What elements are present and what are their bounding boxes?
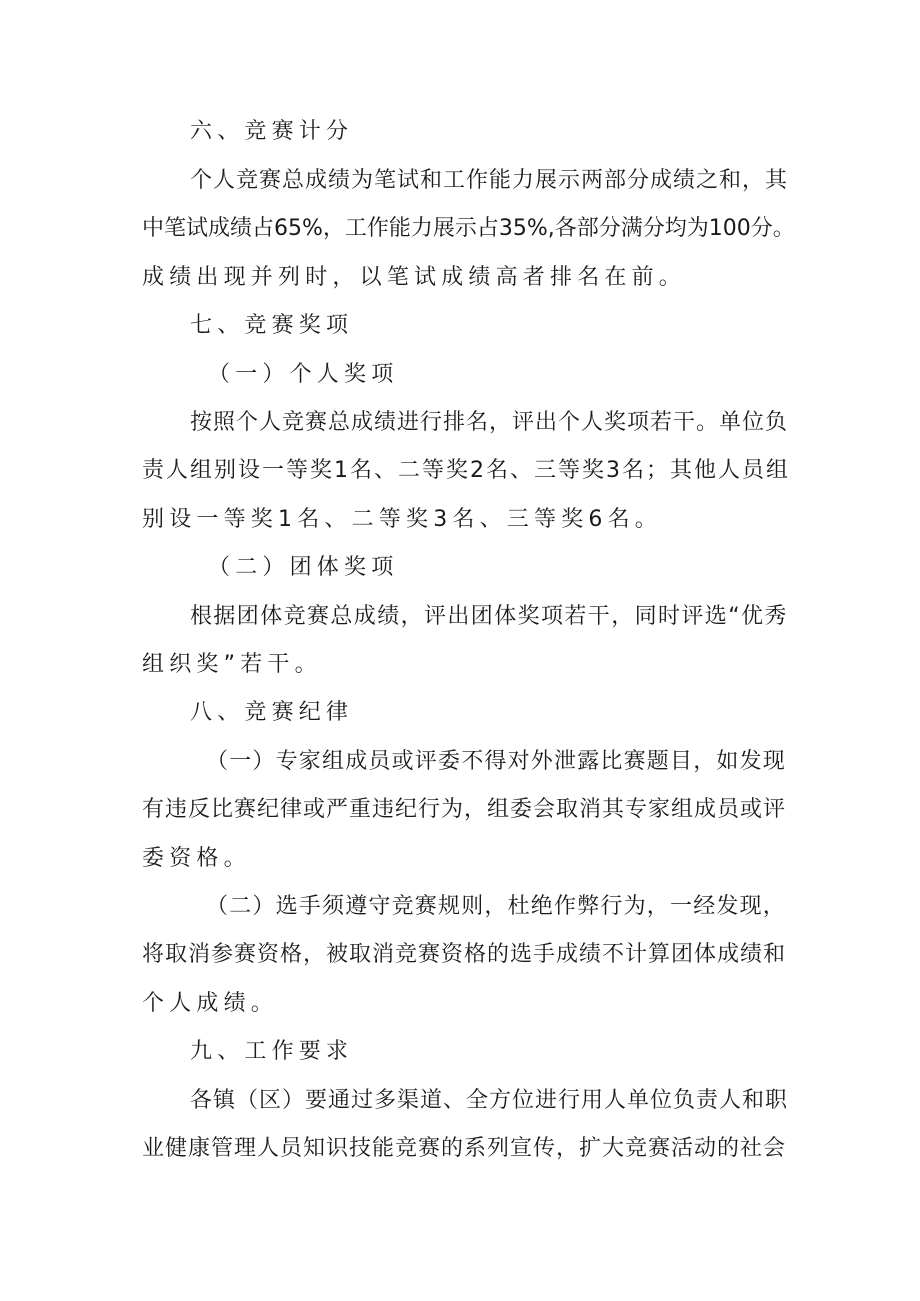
section-heading-scoring: 六、竞赛计分 xyxy=(190,119,354,144)
paragraph-line: 中笔试成绩占65%，工作能力展示占35%,各部分满分均为100分。 xyxy=(142,216,795,241)
paragraph-line: 根据团体竞赛总成绩，评出团体奖项若干，同时评选“优秀 xyxy=(190,604,788,629)
subsection-heading-individual-awards: （一）个人奖项 xyxy=(208,362,399,387)
paragraph-line: 各镇（区）要通过多渠道、全方位进行用人单位负责人和职 xyxy=(190,1088,789,1113)
paragraph-line: （二）选手须遵守竞赛规则，杜绝作弊行为，一经发现， xyxy=(206,894,787,919)
paragraph-line: 别设一等奖1名、二等奖3名、三等奖6名。 xyxy=(142,507,662,532)
section-heading-discipline: 八、竞赛纪律 xyxy=(190,700,354,725)
paragraph-line: 成绩出现并列时，以笔试成绩高者排名在前。 xyxy=(142,265,687,290)
paragraph-line: 个人成绩。 xyxy=(142,991,279,1016)
paragraph-line: 个人竞赛总成绩为笔试和工作能力展示两部分成绩之和，其 xyxy=(190,168,789,193)
paragraph-line: 有违反比赛纪律或严重违纪行为，组委会取消其专家组成员或评 xyxy=(142,797,787,822)
paragraph-line: 责人组别设一等奖1名、二等奖2名、三等奖3名；其他人员组 xyxy=(142,458,790,483)
paragraph-line: 按照个人竞赛总成绩进行排名，评出个人奖项若干。单位负 xyxy=(190,410,789,435)
paragraph-line: 将取消参赛资格，被取消竞赛资格的选手成绩不计算团体成绩和 xyxy=(142,942,787,967)
section-heading-work-requirements: 九、工作要求 xyxy=(190,1039,354,1064)
paragraph-line: （一）专家组成员或评委不得对外泄露比赛题目，如发现 xyxy=(206,749,787,774)
paragraph-line: 委资格。 xyxy=(142,846,251,871)
paragraph-line: 组织奖”若干。 xyxy=(142,652,322,677)
paragraph-line: 业健康管理人员知识技能竞赛的系列宣传，扩大竞赛活动的社会 xyxy=(142,1136,787,1161)
subsection-heading-team-awards: （二）团体奖项 xyxy=(208,555,399,580)
section-heading-awards: 七、竞赛奖项 xyxy=(190,313,354,338)
